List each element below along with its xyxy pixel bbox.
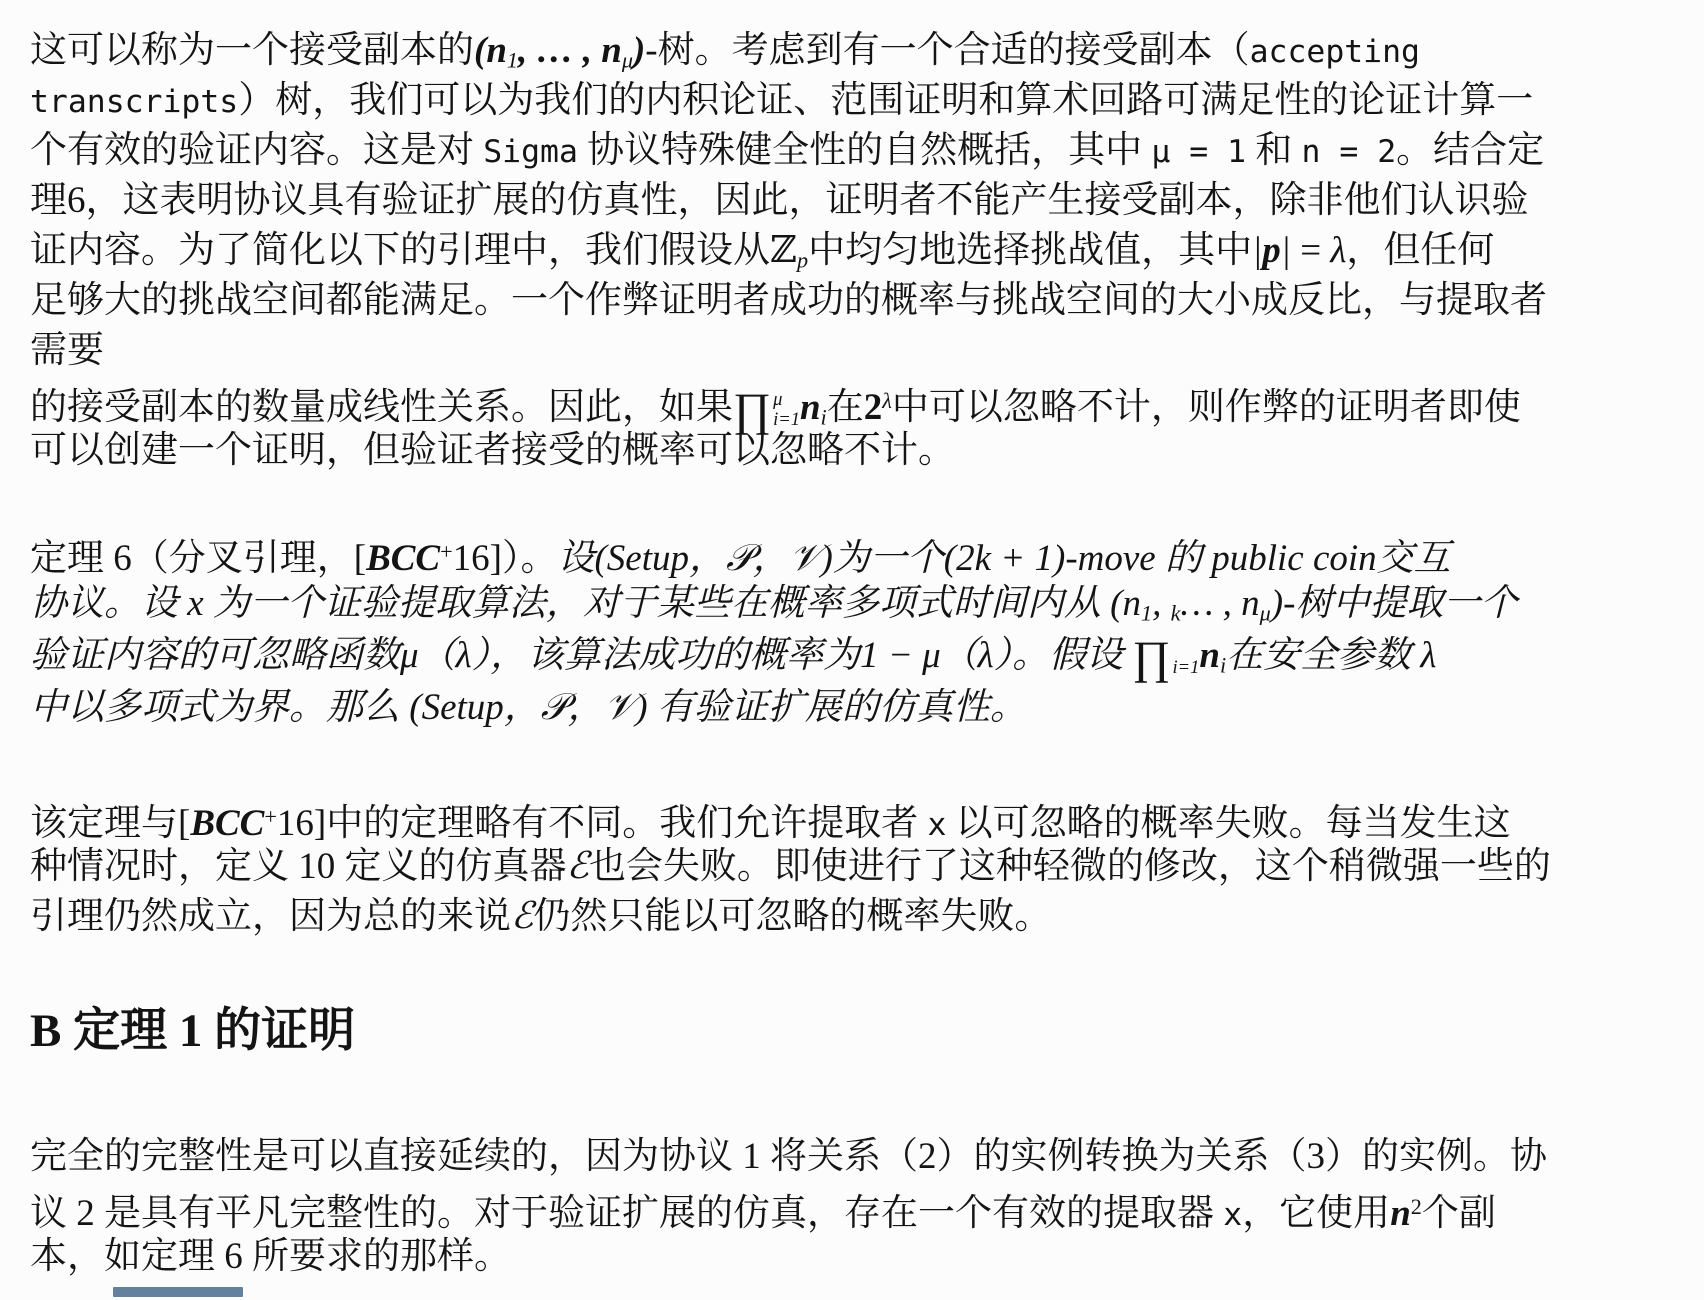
text-segment: accepting [1249, 34, 1420, 70]
text-segment: 可以创建一个证明，但验证者接受的概率可以忽略不计。 [30, 430, 955, 471]
text-segment: 协议。设 x 为一个证验提取算法，对于某些在概率多项式时间内从 (n [30, 583, 1141, 624]
text-segment: ）树，我们可以为我们的内积论证、范围证明和算术回路可满足性的论证计算一 [238, 80, 1534, 121]
text-line [30, 1182, 1680, 1235]
text-segment: k [1170, 600, 1181, 626]
math-operator: ∏ μ i=1 [733, 384, 800, 436]
text-segment: 议 2 是具有平凡完整性的。对于验证扩展的仿真，存在一个有效的提取器 [30, 1193, 1224, 1235]
text-line [30, 1132, 1680, 1182]
text-segment: 2 [863, 387, 883, 429]
text-segment: ，但任何 [1346, 230, 1495, 271]
text-segment: BCC [190, 803, 265, 845]
text-segment: μ [1259, 600, 1271, 626]
text-line [30, 526, 1680, 578]
text-segment: ℰ [511, 896, 534, 937]
text-segment: 1 [1141, 600, 1153, 626]
text-segment: transcripts [30, 84, 239, 120]
text-segment: 2 [1410, 1194, 1422, 1219]
text-segment: Sigma [483, 134, 578, 170]
text-line [30, 792, 1680, 845]
text-line [30, 226, 1680, 276]
text-segment: 以可忽略的概率失败。每当发生这 [946, 803, 1511, 845]
text-segment: μ = 1 [1151, 134, 1247, 170]
text-segment: ℰ [566, 846, 589, 887]
text-segment: n [799, 387, 821, 429]
text-segment: 仍然只能以可忽略的概率失败。 [533, 896, 1052, 937]
math-operator: ∏ i=1 [1132, 632, 1200, 684]
text-segment: 也会失败。即使进行了这种轻微的修改，这个稍微强一些的 [588, 846, 1551, 887]
text-segment: 在安全参数 λ [1226, 635, 1437, 676]
text-segment: ( [474, 30, 487, 71]
text-segment: | [1252, 230, 1263, 271]
section-heading: B 定理 1 的证明 [30, 1005, 356, 1057]
text-segment: + [440, 539, 453, 564]
text-segment: 中均匀地选择挑战值，其中 [808, 230, 1253, 271]
text-line [30, 630, 1680, 682]
text-line [30, 276, 1680, 326]
text-line [30, 578, 1680, 630]
text-segment: 。结合定 [1396, 130, 1545, 171]
text-line [30, 26, 1680, 76]
text-segment: i [820, 404, 827, 430]
text-segment: n = 2 [1301, 134, 1397, 170]
text-segment: n [1199, 635, 1220, 676]
text-segment: n [1390, 1193, 1411, 1235]
text-line [30, 176, 1680, 226]
remark-paragraph [30, 792, 1680, 942]
text-segment: 本，如定理 6 所要求的那样。 [30, 1236, 511, 1277]
text-segment: 理6，这表明协议具有验证扩展的仿真性，因此，证明者不能产生接受副本，除非他们认识验 [30, 180, 1529, 221]
text-line [30, 76, 1680, 126]
text-segment: 需要 [30, 330, 104, 371]
text-segment: μ [621, 47, 633, 73]
text-segment: 完全的完整性是可以直接延续的，因为协议 1 将关系（2）的实例转换为关系（3）的实例。协 [30, 1136, 1547, 1177]
text-segment: 的接受副本的数量成线性关系。因此，如果 [30, 387, 733, 429]
text-segment: x [1223, 1197, 1243, 1234]
text-segment: 这可以称为一个接受副本的 [30, 30, 474, 71]
text-segment: λ [882, 388, 892, 413]
text-segment: 引理仍然成立，因为总的来说 [30, 896, 511, 937]
text-segment: 16]中的定理略有不同。我们允许提取者 [276, 803, 928, 845]
text-segment: 验证内容的可忽略函数μ（λ），该算法成功的概率为1 − μ（λ）。假设 [30, 635, 1133, 676]
text-segment: x [927, 807, 947, 844]
document-area [30, 26, 1680, 1282]
text-segment: ，它使用 [1242, 1193, 1391, 1235]
text-segment: 在 [826, 387, 864, 429]
text-line [30, 426, 1680, 476]
text-segment: + [264, 804, 277, 829]
text-segment: ) [632, 30, 646, 71]
text-line [30, 1232, 1680, 1282]
text-segment: | [1280, 230, 1291, 271]
text-line [30, 682, 1680, 734]
text-line [30, 126, 1680, 176]
text-segment: 证内容。为了简化以下的引理中，我们假设从 [30, 230, 770, 271]
text-segment: 中以多项式为界。那么 (Setup，𝒫，𝒱) 有验证扩展的仿真性。 [30, 687, 1027, 728]
text-line [30, 326, 1680, 376]
text-segment: , … , [518, 30, 602, 71]
theorem-6-block [30, 526, 1680, 734]
text-segment: i [1219, 652, 1227, 678]
text-segment: -树。考虑到有一个合适的接受副本（ [645, 30, 1250, 71]
text-segment: p [1262, 230, 1281, 271]
text-segment: , [1152, 583, 1171, 624]
text-line [30, 892, 1680, 942]
text-segment: λ [1330, 230, 1347, 271]
text-segment: p [797, 247, 809, 273]
text-segment: ℤ [770, 230, 798, 271]
text-segment: BCC [366, 538, 441, 580]
text-segment: 个有效的验证内容。这是对 [30, 130, 484, 171]
text-segment: 设(Setup，𝒫，𝒱)为一个(2k + 1)-move 的 public coin交互 [557, 538, 1451, 580]
text-line [30, 376, 1680, 436]
text-segment: 1 [506, 47, 518, 73]
text-segment: 种情况时，定义 10 定义的仿真器 [30, 846, 567, 887]
text-segment: 和 [1246, 130, 1302, 171]
text-line [30, 842, 1680, 892]
text-segment: 协议特殊健全性的自然概括，其中 [577, 130, 1152, 171]
paragraph-intro [30, 26, 1680, 476]
text-segment: 足够大的挑战空间都能满足。一个作弊证明者成功的概率与挑战空间的大小成反比，与提取者 [30, 280, 1547, 321]
text-segment: = [1290, 230, 1331, 271]
text-segment: … , n [1180, 583, 1260, 624]
footer-accent-bar [113, 1287, 243, 1297]
text-segment: n [601, 30, 622, 71]
text-segment: 16]）。 [452, 538, 558, 580]
text-segment: 中可以忽略不计，则作弊的证明者即使 [891, 387, 1521, 429]
text-segment: 个副 [1421, 1193, 1496, 1235]
text-segment: 定理 6（分叉引理，[ [30, 538, 367, 580]
proof-paragraph [30, 1132, 1680, 1282]
text-segment: 该定理与[ [30, 803, 191, 845]
text-segment: )-树中提取一个 [1270, 583, 1518, 624]
text-segment: n [486, 30, 507, 71]
